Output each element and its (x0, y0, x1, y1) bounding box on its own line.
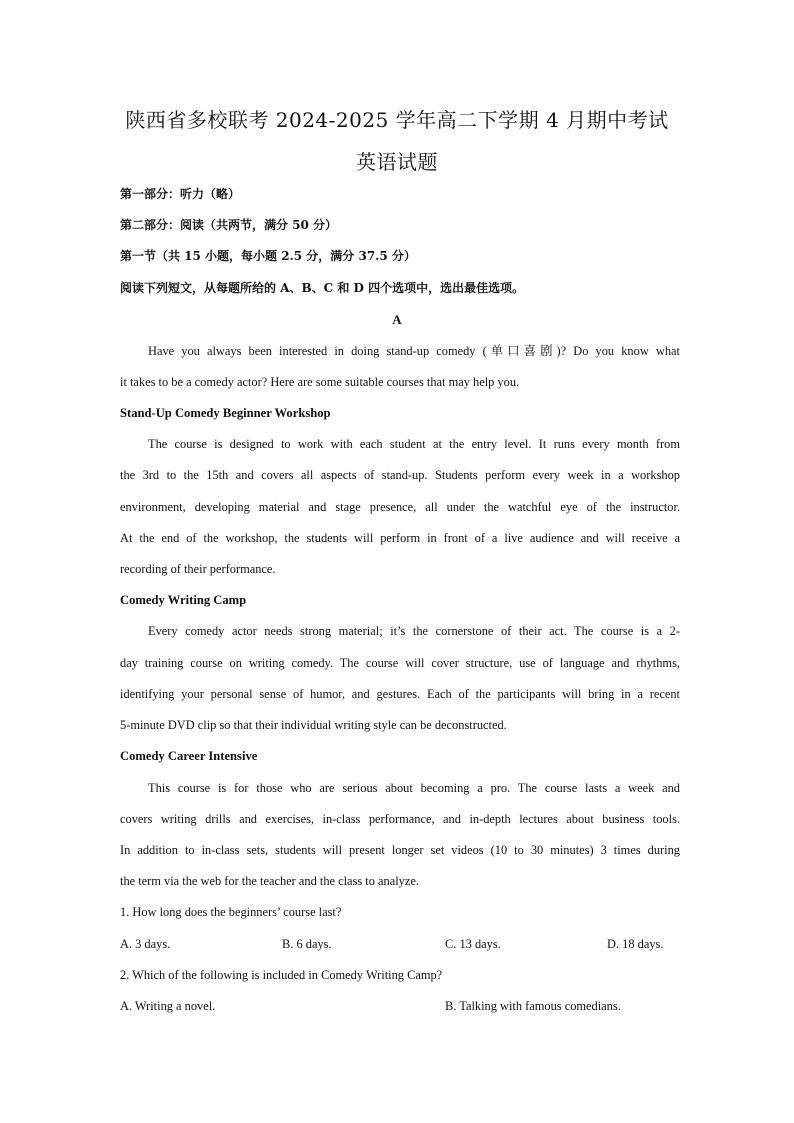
course-text-line: the term via the web for the teacher and the class to analyze. (120, 874, 419, 888)
question-stem: 1. How long does the beginners’ course last? (120, 905, 342, 919)
course-text-line: environment, developing material and stage presence, all under the watchful eye of the instructor. (120, 500, 680, 514)
passage-intro-line: it takes to be a comedy actor? Here are some suitable courses that may help you. (120, 375, 520, 389)
answer-option: A. Writing a novel. (120, 999, 216, 1013)
answer-option: B. 6 days. (282, 937, 332, 951)
course-text-line: identifying your personal sense of humor, and gestures. Each of the participants will bring in a recent (120, 687, 680, 701)
part1-heading: 第一部分：听力（略） (120, 187, 241, 201)
course-text-line: At the end of the workshop, the students will perform in front of a live audience and will receive a (120, 531, 680, 545)
exam-title: 陕西省多校联考 2024-2025 学年高二下学期 4 月期中考试 (125, 108, 669, 132)
answer-option: A. 3 days. (120, 937, 171, 951)
course-heading: Stand-Up Comedy Beginner Workshop (120, 406, 331, 420)
instruction-text: 阅读下列短文，从每题所给的 A、B、C 和 D 四个选项中，选出最佳选项。 (120, 281, 525, 295)
course-text-line: The course is designed to work with each student at the entry level. It runs every month from (148, 437, 680, 451)
answer-option: C. 13 days. (445, 937, 501, 951)
course-heading: Comedy Career Intensive (120, 749, 258, 763)
course-text-line: covers writing drills and exercises, in-class performance, and in-depth lectures about business tools. (120, 812, 680, 826)
answer-option: B. Talking with famous comedians. (445, 999, 621, 1013)
answer-option: D. 18 days. (607, 937, 664, 951)
passage-intro-line: Have you always been interested in doing stand-up comedy (单口喜剧)? Do you know what (148, 344, 680, 358)
exam-subtitle: 英语试题 (356, 150, 438, 174)
passage-label: A (392, 312, 402, 327)
course-text-line: This course is for those who are serious about becoming a pro. The course lasts a week and (148, 781, 680, 795)
course-text-line: recording of their performance. (120, 562, 276, 576)
course-text-line: day training course on writing comedy. The course will cover structure, use of language and rhythms, (120, 656, 680, 670)
part2-heading: 第二部分：阅读（共两节，满分 50 分） (120, 218, 338, 232)
course-text-line: Every comedy actor needs strong material; it’s the cornerstone of their act. The course is a 2- (148, 624, 680, 638)
course-text-line: the 3rd to the 15th and covers all aspects of stand-up. Students perform every week in a workshop (120, 468, 680, 482)
course-text-line: In addition to in-class sets, students will present longer set videos (10 to 30 minutes) 3 times during (120, 843, 680, 857)
section1-heading: 第一节（共 15 小题，每小题 2.5 分，满分 37.5 分） (120, 249, 416, 263)
course-heading: Comedy Writing Camp (120, 593, 247, 607)
course-text-line: 5-minute DVD clip so that their individual writing style can be deconstructed. (120, 718, 507, 732)
question-stem: 2. Which of the following is included in Comedy Writing Camp? (120, 968, 443, 982)
